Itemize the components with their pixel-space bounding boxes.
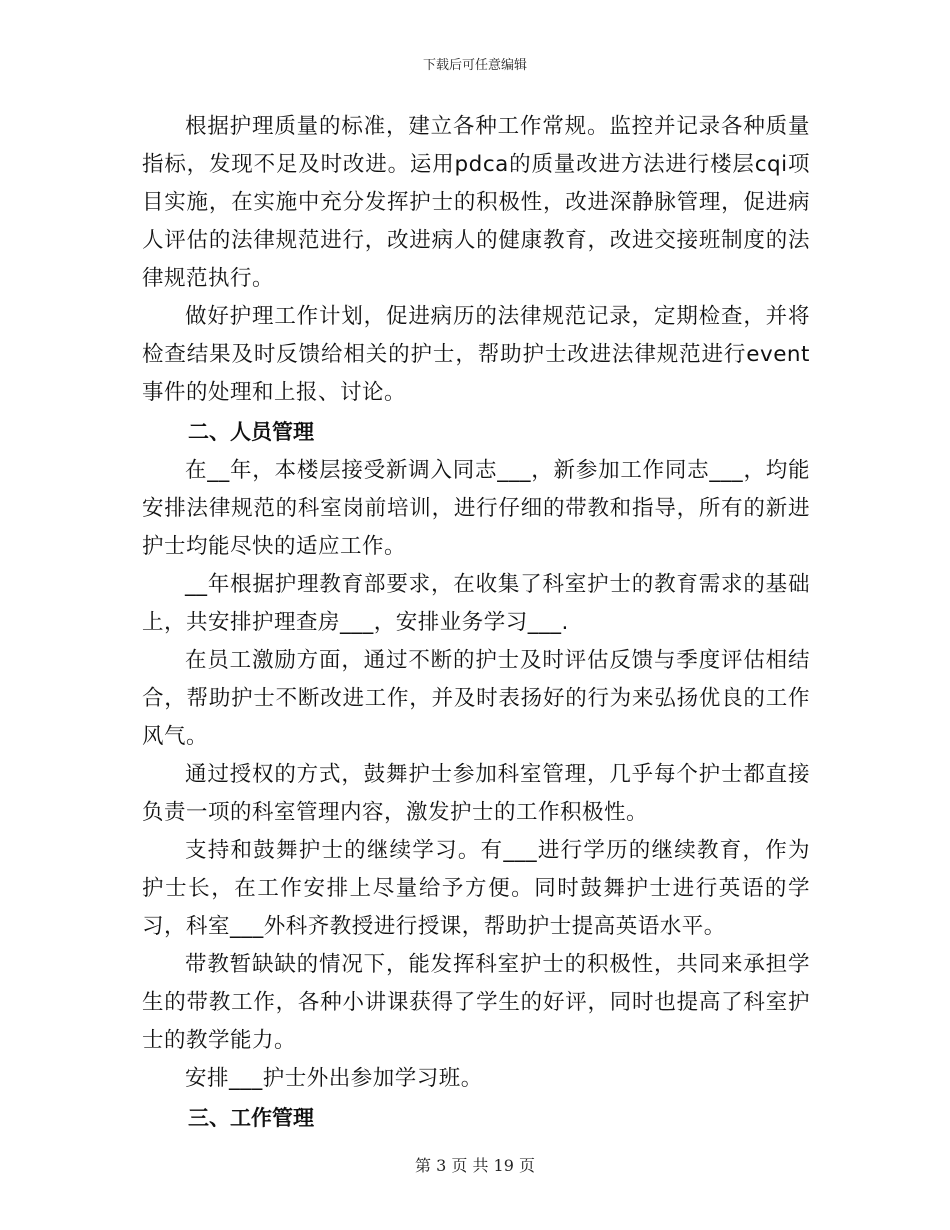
paragraph-work-plan: 做好护理工作计划，促进病历的法律规范记录，定期检查，并将检查结果及时反馈给相关的护士，帮助护士改进法律规范进行event事件的处理和上报、讨论。 [142, 304, 810, 405]
paragraph-continuing-education: 支持和鼓舞护士的继续学习。有___进行学历的继续教育，作为护士长，在工作安排上尽量给予方便。同时鼓舞护士进行英语的学习，科室___外科齐教授进行授课，帮助护士提高英语水平。 [142, 838, 810, 939]
paragraph-new-staff: 在__年，本楼层接受新调入同志___，新参加工作同志___，均能安排法律规范的科室岗前培训，进行仔细的带教和指导，所有的新进护士均能尽快的适应工作。 [142, 458, 810, 559]
page-number: 第 3 页 共 19 页 [415, 1156, 535, 1175]
section-heading-work-management: 三、工作管理 [188, 1106, 314, 1130]
paragraph-quality-standards: 根据护理质量的标准，建立各种工作常规。监控并记录各种质量指标，发现不足及时改进。运用pdca的质量改进方法进行楼层cqi项目实施，在实施中充分发挥护士的积极性，改进深静脉管理，促进病人评估的法律规范进行，改进病人的健康教育，改进交接班制度的法律规范执行。 [142, 114, 810, 291]
paragraph-authorization: 通过授权的方式，鼓舞护士参加科室管理，几乎每个护士都直接负责一项的科室管理内容，激发护士的工作积极性。 [142, 762, 810, 825]
document-body [142, 108, 810, 1138]
paragraph-teaching: 带教暂缺缺的情况下，能发挥科室护士的积极性，共同来承担学生的带教工作，各种小讲课获得了学生的好评，同时也提高了科室护士的教学能力。 [142, 952, 810, 1053]
page-header-note: 下载后可任意编辑 [422, 58, 527, 73]
paragraph-training-class: 安排___护士外出参加学习班。 [185, 1066, 483, 1091]
section-heading-personnel: 二、人员管理 [188, 420, 314, 444]
paragraph-staff-motivation: 在员工激励方面，通过不断的护士及时评估反馈与季度评估相结合，帮助护士不断改进工作，并及时表扬好的行为来弘扬优良的工作风气。 [142, 648, 810, 749]
paragraph-education-plan: __年根据护理教育部要求，在收集了科室护士的教育需求的基础上，共安排护理查房___，安排业务学习___. [142, 572, 810, 635]
